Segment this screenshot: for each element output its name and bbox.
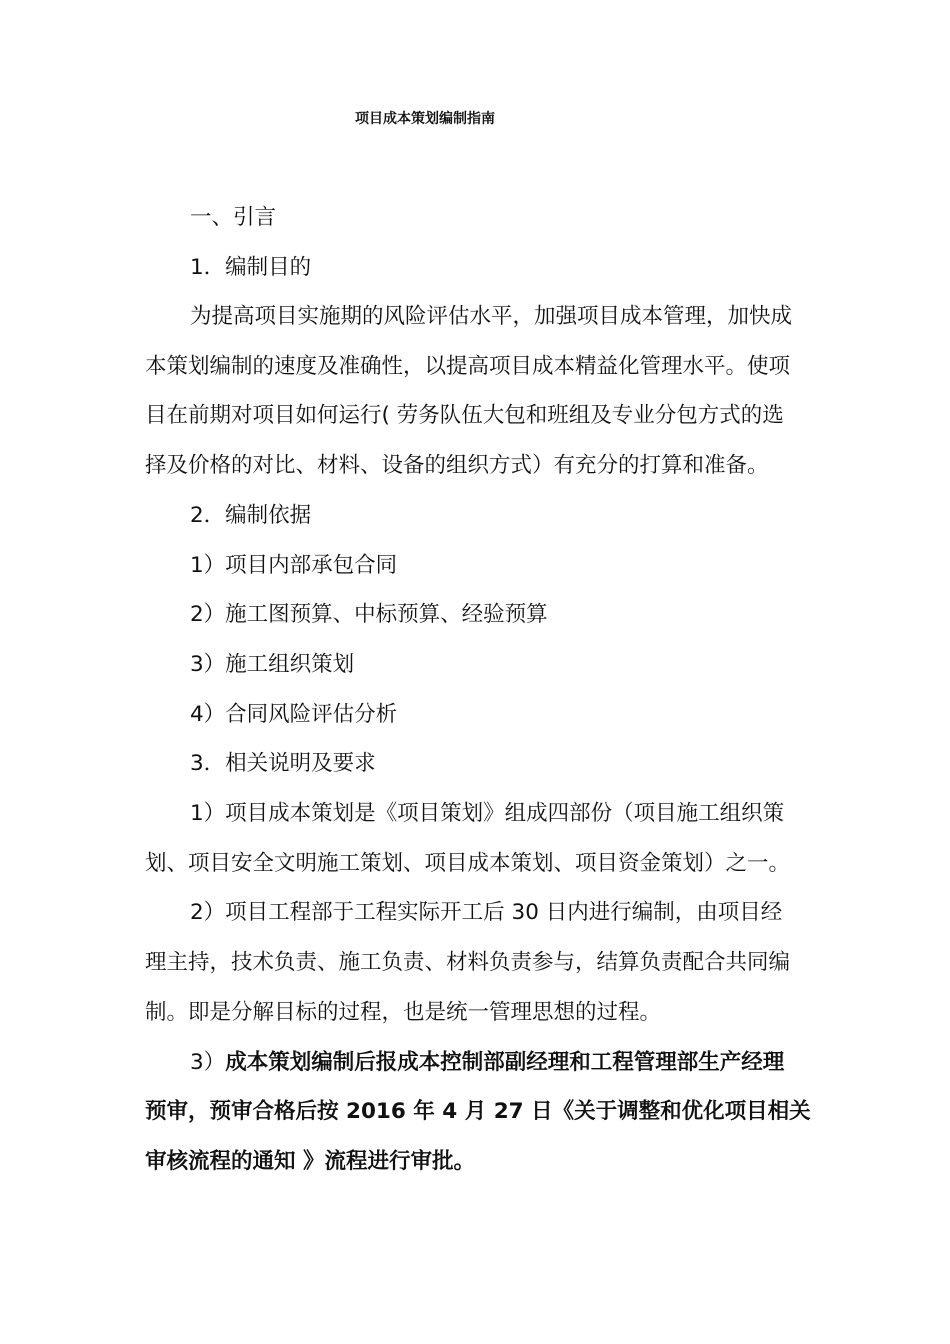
bold-paragraph-line: 预审，预审合格后按 2016 年 4 月 27 日《关于调整和优化项目相关 xyxy=(145,1099,811,1124)
paragraph-line: 择及价格的对比、材料、设备的组织方式）有充分的打算和准备。 xyxy=(145,453,769,478)
paragraph-line: 理主持，技术负责、施工负责、材料负责参与，结算负责配合共同编 xyxy=(145,950,791,975)
bold-paragraph-line: 审核流程的通知 》流程进行审批。 xyxy=(145,1149,475,1174)
section-heading-intro: 一、引言 xyxy=(190,205,277,230)
bold-paragraph-line xyxy=(190,1048,815,1078)
paragraph-line: 1）项目成本策划是《项目策划》组成四部份（项目施工组织策 xyxy=(190,801,785,826)
paragraph-line: 目在前期对项目如何运行( 劳务队伍大包和班组及专业分包方式的选 xyxy=(145,403,784,428)
paragraph-line: 划、项目安全文明施工策划、项目成本策划、项目资金策划）之一。 xyxy=(145,851,791,876)
paragraph-line: 制。即是分解目标的过程，也是统一管理思想的过程。 xyxy=(145,1000,662,1025)
list-item: 1）项目内部承包合同 xyxy=(190,553,398,578)
list-number: 3） xyxy=(190,1050,226,1075)
subsection-heading-purpose: 1．编制目的 xyxy=(190,255,312,280)
list-item: 4）合同风险评估分析 xyxy=(190,702,398,727)
document-title: 项目成本策划编制指南 xyxy=(355,111,495,127)
bold-text: 成本策划编制后报成本控制部副经理和工程管理部生产经理 xyxy=(225,1050,785,1075)
paragraph-line: 2）项目工程部于工程实际开工后 30 日内进行编制，由项目经 xyxy=(190,900,783,925)
subsection-heading-requirements: 3．相关说明及要求 xyxy=(190,751,376,776)
subsection-heading-basis: 2．编制依据 xyxy=(190,503,312,528)
list-item: 3）施工组织策划 xyxy=(190,652,355,677)
list-item: 2）施工图预算、中标预算、经验预算 xyxy=(190,602,548,627)
paragraph-line: 为提高项目实施期的风险评估水平，加强项目成本管理，加快成 xyxy=(190,304,793,329)
paragraph-line: 本策划编制的速度及准确性，以提高项目成本精益化管理水平。使项 xyxy=(145,354,791,379)
